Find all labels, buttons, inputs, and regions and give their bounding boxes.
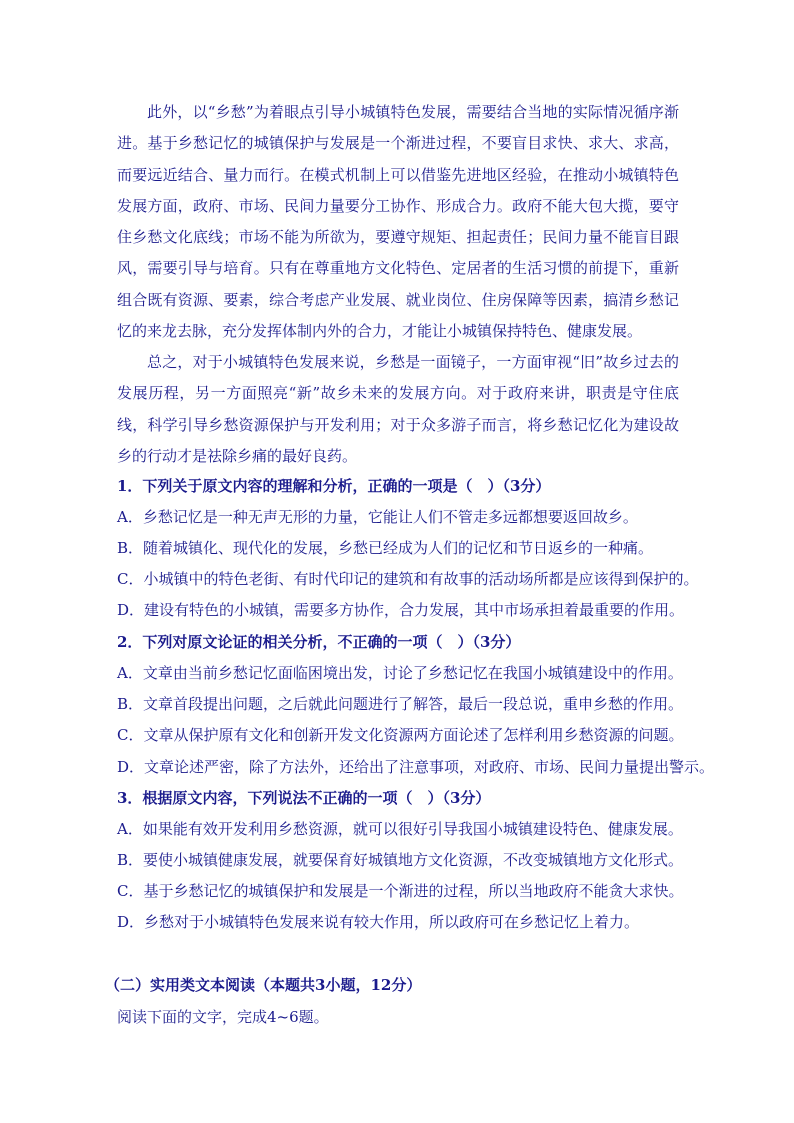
question-3-option-c: C．基于乡愁记忆的城镇保护和发展是一个渐进的过程，所以当地政府不能贪大求快。 xyxy=(117,882,684,900)
question-3-option-d: D．乡愁对于小城镇特色发展来说有较大作用，所以政府可在乡愁记忆上着力。 xyxy=(117,913,640,931)
question-1-option-b: B．随着城镇化、现代化的发展，乡愁已经成为人们的记忆和节日返乡的一种痛。 xyxy=(117,539,654,557)
question-2-option-c: C．文章从保护原有文化和创新开发文化资源两方面论述了怎样利用乡愁资源的问题。 xyxy=(117,726,684,744)
question-3-option-a: A．如果能有效开发利用乡愁资源，就可以很好引导我国小城镇建设特色、健康发展。 xyxy=(117,820,683,838)
question-3-stem: 3．根据原文内容，下列说法不正确的一项（ ）（3分） xyxy=(117,789,491,807)
question-1-option-a: A．乡愁记忆是一种无声无形的力量，它能让人们不管走多远都想要返回故乡。 xyxy=(117,508,638,526)
question-1-option-c: C．小城镇中的特色老街、有时代印记的建筑和有故事的活动场所都是应该得到保护的。 xyxy=(117,570,699,588)
question-2-option-a: A．文章由当前乡愁记忆面临困境出发，讨论了乡愁记忆在我国小城镇建设中的作用。 xyxy=(117,664,683,682)
question-2-option-b: B．文章首段提出问题，之后就此问题进行了解答，最后一段总说，重申乡愁的作用。 xyxy=(117,695,684,713)
paragraph-2: 总之，对于小城镇特色发展来说，乡愁是一面镜子，一方面审视“旧”故乡过去的发展历程，另一方面照亮“新”故乡未来的发展方向。对于政府来讲，职责是守住底线，科学引导乡愁资源保护与开发利用；对于众多游子而言，将乡愁记忆化为建设故乡的行动才是祛除乡痛的最好良药。 xyxy=(117,353,679,465)
question-1-stem: 1．下列关于原文内容的理解和分析，正确的一项是（ ）（3分） xyxy=(117,477,551,495)
question-3-option-b: B．要使小城镇健康发展，就要保育好城镇地方文化资源，不改变城镇地方文化形式。 xyxy=(117,851,684,869)
section-title: （二）实用类文本阅读（本题共3小题，12分） xyxy=(105,976,422,994)
section-instruction: 阅读下面的文字，完成4~6题。 xyxy=(117,1008,329,1026)
question-2-stem: 2．下列对原文论证的相关分析，不正确的一项（ ）（3分） xyxy=(117,633,521,651)
question-1-option-d: D．建设有特色的小城镇，需要多方协作，合力发展，其中市场承担着最重要的作用。 xyxy=(117,601,685,619)
question-2-option-d: D．文章论述严密，除了方法外，还给出了注意事项，对政府、市场、民间力量提出警示。 xyxy=(117,758,715,776)
paragraph-1: 此外，以“乡愁”为着眼点引导小城镇特色发展，需要结合当地的实际情况循序渐进。基于乡愁记忆的城镇保护与发展是一个渐进过程，不要盲目求快、求大、求高，而要远近结合、量力而行。在模式机制上可以借鉴先进地区经验，在推动小城镇特色发展方面，政府、市场、民间力量要分工协作、形成合力。政府不能大包大揽，要守住乡愁文化底线；市场不能为所欲为，要遵守规矩、担起责任；民间力量不能盲目跟风，需要引导与培育。只有在尊重地方文化特色、定居者的生活习惯的前提下，重新组合既有资源、要素，综合考虑产业发展、就业岗位、住房保障等因素，搞清乡愁记忆的来龙去脉，充分发挥体制内外的合力，才能让小城镇保持特色、健康发展。 xyxy=(117,103,679,341)
